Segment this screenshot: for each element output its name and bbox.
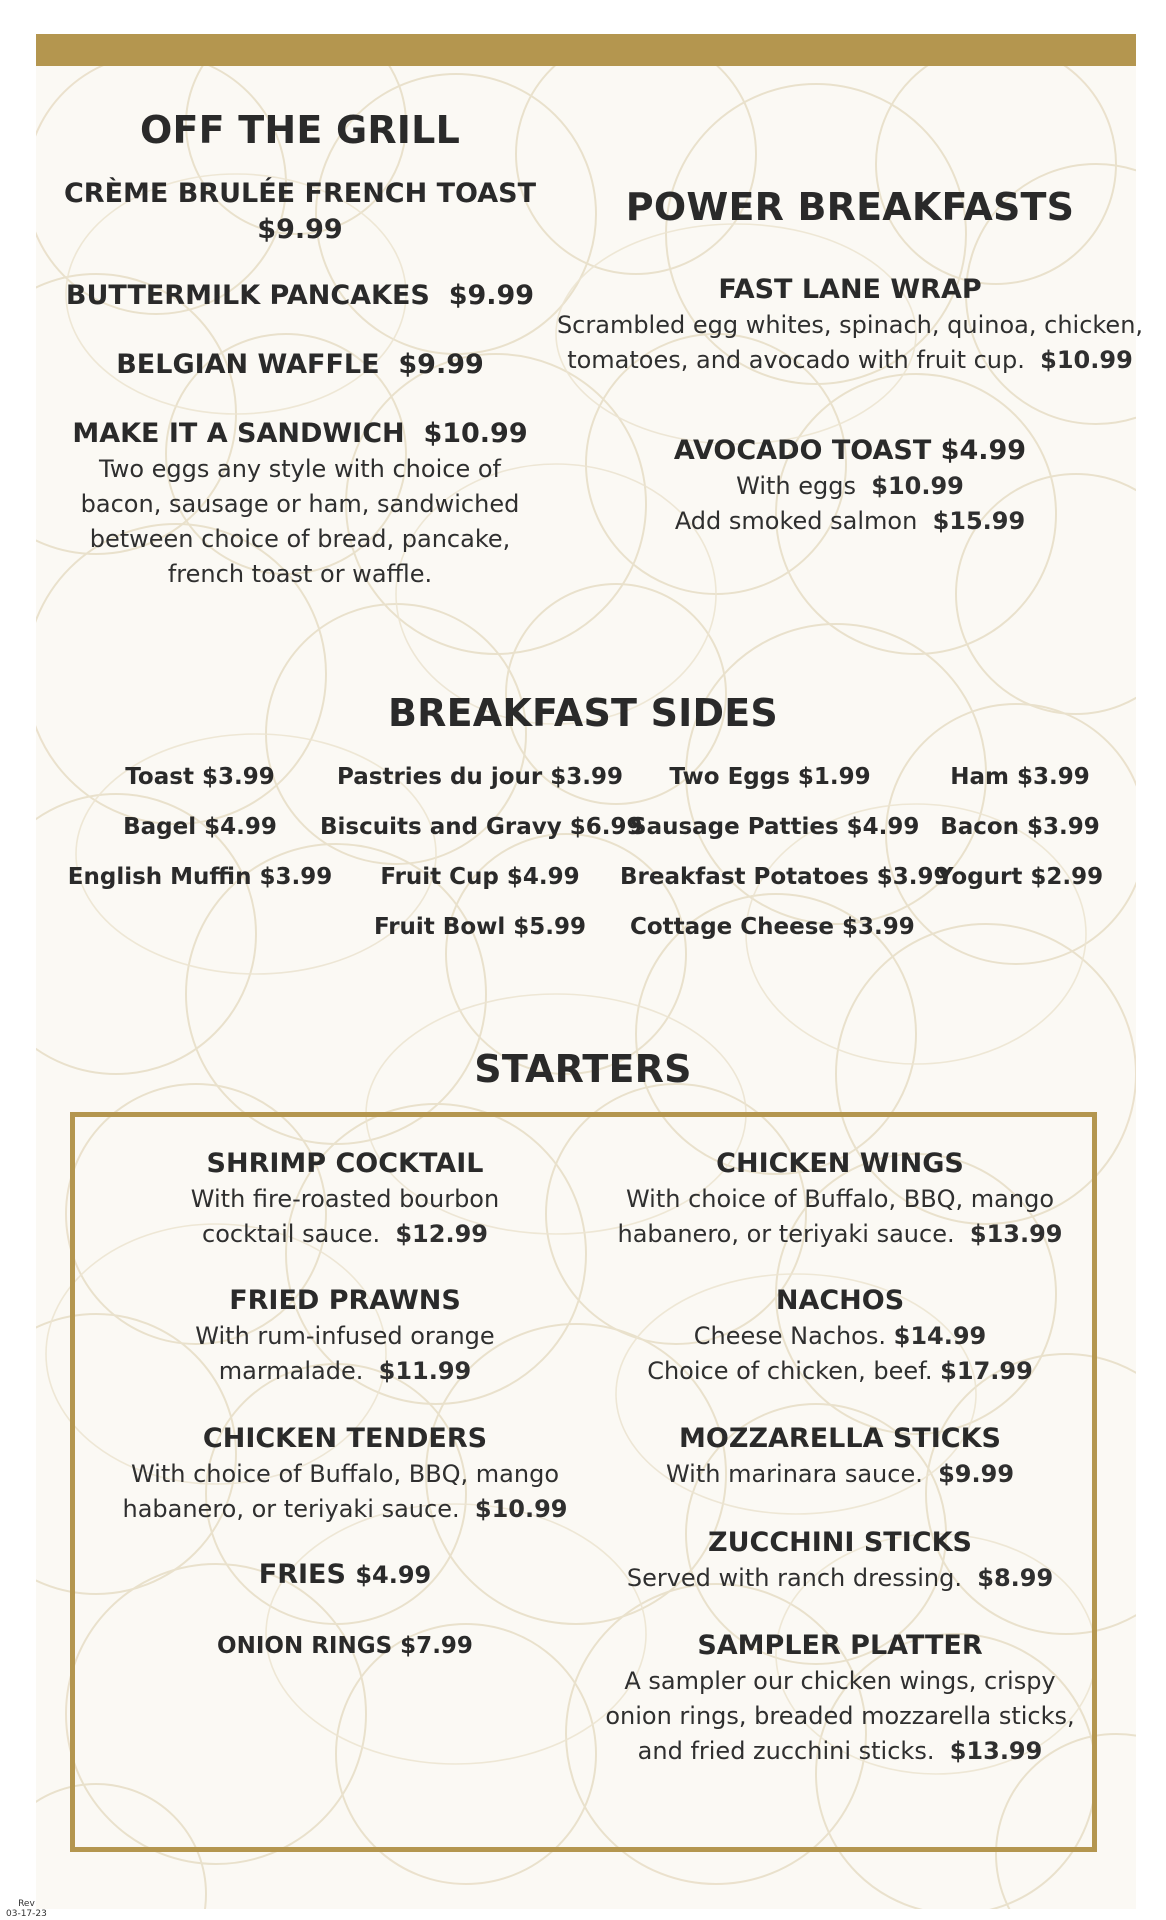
item-description-line: tomatoes, and avocado with fruit cup.	[567, 346, 1025, 374]
menu-item-make-it-a-sandwich	[40, 416, 560, 592]
item-name: ONION RINGS $7.99	[217, 1633, 473, 1659]
item-price: $10.99	[1040, 346, 1133, 374]
side-item-pastries: Pastries du jour $3.99	[337, 764, 623, 790]
item-description-line: Served with ranch dressing.	[626, 1564, 962, 1592]
item-name: ZUCCHINI STICKS	[708, 1527, 972, 1558]
item-price: $4.99	[355, 1561, 432, 1589]
section-title-starters: STARTERS	[474, 1047, 692, 1091]
item-price: $8.99	[977, 1564, 1054, 1592]
item-name: MOZZARELLA STICKS	[679, 1423, 1001, 1454]
item-name: AVOCADO TOAST	[673, 435, 932, 466]
menu-item-nachos	[600, 1283, 1080, 1389]
side-item-toast: Toast $3.99	[125, 764, 275, 790]
item-price: $13.99	[949, 1737, 1043, 1765]
menu-item-creme-brulee-french-toast	[40, 176, 560, 248]
item-name: CRÈME BRULÉE FRENCH TOAST	[63, 178, 537, 209]
item-description-line: habanero, or teriyaki sauce.	[617, 1220, 955, 1248]
menu-item-chicken-tenders	[110, 1421, 580, 1527]
item-price: $9.99	[938, 1460, 1015, 1488]
side-item-fruit-cup: Fruit Cup $4.99	[380, 864, 580, 890]
section-title-breakfast-sides: BREAKFAST SIDES	[388, 691, 778, 735]
item-description-line: onion rings, breaded mozzarella sticks,	[605, 1702, 1075, 1730]
side-item-fruit-bowl: Fruit Bowl $5.99	[373, 914, 587, 940]
item-name: SAMPLER PLATTER	[697, 1630, 983, 1661]
side-item-two-eggs: Two Eggs $1.99	[669, 764, 871, 790]
item-name: FRIES	[258, 1559, 346, 1590]
side-item-sausage-patties: Sausage Patties $4.99	[630, 814, 920, 840]
item-price: $14.99	[893, 1322, 987, 1350]
revision-note	[6, 1899, 47, 1919]
item-description-line: With choice of Buffalo, BBQ, mango	[130, 1460, 560, 1488]
item-description-line: With fire-roasted bourbon	[190, 1185, 500, 1213]
section-title-power-breakfasts: POWER BREAKFASTS	[625, 185, 1075, 229]
item-description-line: Cheese Nachos.	[693, 1322, 886, 1350]
item-description-line: With rum-infused orange	[195, 1322, 495, 1350]
item-price: $17.99	[940, 1357, 1033, 1385]
item-description-line: Two eggs any style with choice of	[99, 455, 501, 483]
item-description-line: bacon, sausage or ham, sandwiched	[80, 490, 520, 518]
menu-item-zucchini-sticks	[600, 1525, 1080, 1596]
item-name: MAKE IT A SANDWICH	[72, 418, 405, 449]
menu-item-chicken-wings	[600, 1146, 1080, 1252]
side-item-english-muffin: English Muffin $3.99	[67, 864, 333, 890]
side-item-cottage-cheese: Cottage Cheese $3.99	[630, 914, 915, 940]
item-description-line: habanero, or teriyaki sauce.	[122, 1495, 460, 1523]
menu-item-buttermilk-pancakes	[40, 278, 560, 314]
item-price: $9.99	[448, 280, 535, 311]
menu-item-avocado-toast	[540, 433, 1160, 539]
menu-item-fried-prawns	[110, 1283, 580, 1389]
item-price: $9.99	[398, 349, 484, 380]
side-item-ham: Ham $3.99	[950, 764, 1090, 790]
item-name: SHRIMP COCKTAIL	[206, 1148, 484, 1179]
item-price: $10.99	[423, 418, 528, 449]
item-name: BUTTERMILK PANCAKES	[65, 280, 430, 311]
revision-label: Rev	[18, 1899, 35, 1909]
side-item-bagel: Bagel $4.99	[123, 814, 277, 840]
item-option-price: $10.99	[871, 472, 964, 500]
item-price: $9.99	[257, 214, 343, 245]
section-title-off-the-grill: OFF THE GRILL	[140, 108, 460, 152]
item-name: FRIED PRAWNS	[229, 1285, 461, 1316]
side-item-breakfast-potatoes: Breakfast Potatoes $3.99	[620, 864, 950, 890]
item-price: $4.99	[940, 435, 1027, 466]
item-price: $13.99	[969, 1220, 1063, 1248]
item-name: BELGIAN WAFFLE	[116, 349, 380, 380]
menu-item-onion-rings	[110, 1628, 580, 1664]
item-option-price: $15.99	[932, 507, 1026, 535]
item-option-label: Add smoked salmon	[674, 507, 918, 535]
item-description-line: Choice of chicken, beef.	[647, 1357, 933, 1385]
menu-item-belgian-waffle	[40, 347, 560, 383]
item-description-line: french toast or waffle.	[167, 560, 433, 588]
item-price: $11.99	[378, 1357, 472, 1385]
item-option-label: With eggs	[736, 472, 856, 500]
item-name: CHICKEN TENDERS	[202, 1423, 488, 1454]
revision-date: 03-17-23	[6, 1909, 47, 1919]
side-item-yogurt: Yogurt $2.99	[936, 864, 1104, 890]
side-item-biscuits-and-gravy: Biscuits and Gravy $6.99	[320, 814, 643, 840]
item-description-line: A sampler our chicken wings, crispy	[624, 1667, 1056, 1695]
item-description-line: Scrambled egg whites, spinach, quinoa, chicken,	[556, 311, 1144, 339]
side-item-bacon: Bacon $3.99	[940, 814, 1100, 840]
menu-item-fast-lane-wrap	[540, 272, 1160, 378]
item-name: FAST LANE WRAP	[718, 274, 982, 305]
menu-item-sampler-platter	[600, 1628, 1080, 1769]
item-description-line: marmalade.	[218, 1357, 364, 1385]
item-name: NACHOS	[775, 1285, 905, 1316]
top-accent-bar	[36, 34, 1136, 66]
menu-item-shrimp-cocktail	[110, 1146, 580, 1252]
item-description-line: between choice of bread, pancake,	[89, 525, 511, 553]
menu-item-mozzarella-sticks	[600, 1421, 1080, 1492]
item-description-line: With marinara sauce.	[665, 1460, 923, 1488]
item-price: $12.99	[395, 1220, 488, 1248]
menu-item-fries	[110, 1557, 580, 1593]
item-name: CHICKEN WINGS	[716, 1148, 964, 1179]
item-description-line: cocktail sauce.	[202, 1220, 381, 1248]
item-description-line: With choice of Buffalo, BBQ, mango	[625, 1185, 1055, 1213]
item-price: $10.99	[474, 1495, 568, 1523]
item-description-line: and fried zucchini sticks.	[637, 1737, 935, 1765]
